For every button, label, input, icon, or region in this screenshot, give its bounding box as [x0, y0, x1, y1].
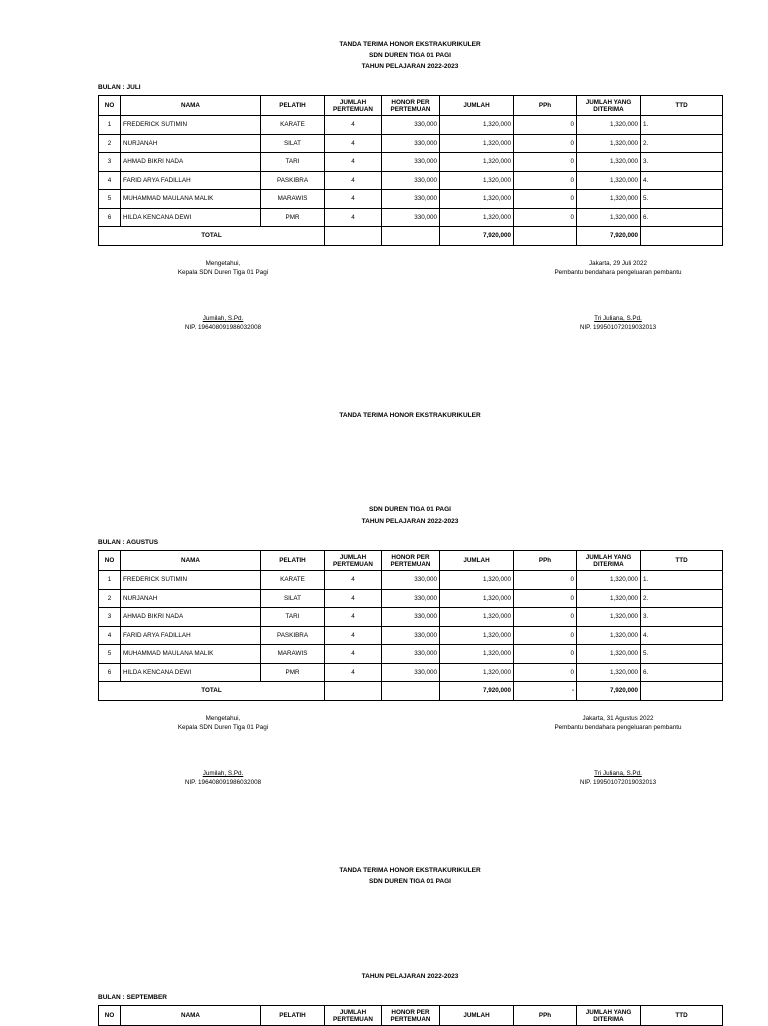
cell-ttd: 6.: [641, 208, 723, 227]
bulan-label: BULAN : JULI: [98, 84, 141, 91]
cell-pelatih: SILAT: [261, 134, 325, 153]
cell-pph: 0: [514, 626, 577, 645]
cell-pph: 0: [514, 571, 577, 590]
cell-honor: 330,000: [382, 589, 440, 608]
cell-diterima: 1,320,000: [577, 208, 641, 227]
total-diterima: 7,920,000: [577, 227, 641, 246]
sign-date: Jakarta, 29 Juli 2022: [588, 260, 648, 267]
cell-ttd: 6.: [641, 663, 723, 682]
table-row: [99, 208, 723, 227]
cell-ttd: 3.: [641, 153, 723, 172]
cell-pertemuan: 4: [325, 645, 382, 664]
cell-no: 5: [99, 645, 121, 664]
cell-pelatih: MARAWIS: [261, 645, 325, 664]
table-header: [99, 1006, 723, 1026]
cell-pelatih: TARI: [261, 608, 325, 627]
doc-title: TANDA TERIMA HONOR EKSTRAKURIKULER: [339, 412, 481, 419]
cell-diterima: 1,320,000: [577, 626, 641, 645]
empty-cell: [641, 682, 723, 701]
cell-honor: 330,000: [382, 608, 440, 627]
cell-nama: HILDA KENCANA DEWI: [121, 663, 261, 682]
signature-right: [520, 259, 716, 332]
cell-pertemuan: 4: [325, 134, 382, 153]
cell-ttd: 1.: [641, 116, 723, 135]
table-row: [99, 116, 723, 135]
table-row: [99, 171, 723, 190]
cell-pelatih: PMR: [261, 663, 325, 682]
total-pph: -: [514, 682, 577, 701]
cell-diterima: 1,320,000: [577, 153, 641, 172]
cell-nama: NURJANAH: [121, 134, 261, 153]
cell-pelatih: PMR: [261, 208, 325, 227]
col-header: HONOR PER PERTEMUAN: [382, 551, 440, 571]
cell-pelatih: PASKIBRA: [261, 171, 325, 190]
cell-ttd: 5.: [641, 190, 723, 209]
honor-table: [98, 95, 723, 246]
col-header: JUMLAH PERTEMUAN: [325, 551, 382, 571]
cell-nama: MUHAMMAD MAULANA MALIK: [121, 190, 261, 209]
cell-pertemuan: 4: [325, 571, 382, 590]
cell-pph: 0: [514, 171, 577, 190]
cell-pph: 0: [514, 153, 577, 172]
cell-pph: 0: [514, 190, 577, 209]
cell-nama: MUHAMMAD MAULANA MALIK: [121, 645, 261, 664]
school-name: SDN DUREN TIGA 01 PAGI: [369, 506, 451, 513]
cell-diterima: 1,320,000: [577, 571, 641, 590]
cell-no: 6: [99, 208, 121, 227]
doc-title: TANDA TERIMA HONOR EKSTRAKURIKULER: [339, 41, 481, 48]
cell-no: 4: [99, 171, 121, 190]
table-row: [99, 589, 723, 608]
cell-pph: 0: [514, 116, 577, 135]
kepala-name: Jumilah, S.Pd.: [202, 770, 244, 777]
table-header: [99, 96, 723, 116]
honor-table: [98, 550, 723, 701]
cell-nama: FARID ARYA FADILLAH: [121, 171, 261, 190]
kepala-title: Kepala SDN Duren Tiga 01 Pagi: [177, 269, 269, 276]
cell-honor: 330,000: [382, 153, 440, 172]
cell-nama: AHMAD BIKRI NADA: [121, 608, 261, 627]
signature-right: [520, 714, 716, 787]
cell-diterima: 1,320,000: [577, 190, 641, 209]
cell-pelatih: KARATE: [261, 571, 325, 590]
cell-pph: 0: [514, 589, 577, 608]
cell-jumlah: 1,320,000: [440, 608, 514, 627]
cell-pph: 0: [514, 663, 577, 682]
col-header: HONOR PER PERTEMUAN: [382, 96, 440, 116]
cell-diterima: 1,320,000: [577, 589, 641, 608]
kepala-nip: NIP. 196408091986032008: [184, 324, 262, 331]
table-row: [99, 571, 723, 590]
cell-no: 2: [99, 589, 121, 608]
cell-ttd: 1.: [641, 571, 723, 590]
cell-ttd: 4.: [641, 626, 723, 645]
col-header: PPh: [514, 96, 577, 116]
bendahara-name: Tri Juliana, S.Pd.: [594, 315, 642, 322]
empty-cell: [382, 227, 440, 246]
cell-pph: 0: [514, 208, 577, 227]
kepala-nip: NIP. 196408091986032008: [184, 779, 262, 786]
bendahara-nip: NIP. 199501072019032013: [579, 779, 657, 786]
kepala-name: Jumilah, S.Pd.: [202, 315, 244, 322]
cell-pertemuan: 4: [325, 153, 382, 172]
kepala-title: Kepala SDN Duren Tiga 01 Pagi: [177, 724, 269, 731]
cell-honor: 330,000: [382, 116, 440, 135]
school-year: TAHUN PELAJARAN 2022-2023: [361, 973, 459, 980]
cell-pertemuan: 4: [325, 589, 382, 608]
cell-pelatih: KARATE: [261, 116, 325, 135]
total-pph: [514, 227, 577, 246]
cell-no: 5: [99, 190, 121, 209]
col-header: TTD: [641, 551, 723, 571]
cell-no: 3: [99, 153, 121, 172]
col-header: TTD: [641, 1006, 723, 1026]
cell-pertemuan: 4: [325, 608, 382, 627]
col-header: JUMLAH: [440, 96, 514, 116]
col-header: NO: [99, 551, 121, 571]
cell-jumlah: 1,320,000: [440, 589, 514, 608]
bulan-label: BULAN : AGUSTUS: [98, 539, 159, 546]
table-row: [99, 608, 723, 627]
bulan-label: BULAN : SEPTEMBER: [98, 994, 167, 1001]
bendahara-nip: NIP. 199501072019032013: [579, 324, 657, 331]
cell-ttd: 2.: [641, 134, 723, 153]
col-header: PPh: [514, 1006, 577, 1026]
cell-jumlah: 1,320,000: [440, 208, 514, 227]
school-name: SDN DUREN TIGA 01 PAGI: [369, 52, 451, 59]
bendahara-name: Tri Juliana, S.Pd.: [594, 770, 642, 777]
cell-honor: 330,000: [382, 171, 440, 190]
cell-honor: 330,000: [382, 645, 440, 664]
school-year: TAHUN PELAJARAN 2022-2023: [361, 63, 459, 70]
cell-pertemuan: 4: [325, 208, 382, 227]
bendahara-title: Pembantu bendahara pengeluaran pembantu: [554, 269, 682, 276]
col-header: NO: [99, 96, 121, 116]
cell-nama: AHMAD BIKRI NADA: [121, 153, 261, 172]
col-header: PELATIH: [261, 551, 325, 571]
cell-nama: FREDERICK SUTIMIN: [121, 571, 261, 590]
cell-honor: 330,000: [382, 663, 440, 682]
cell-honor: 330,000: [382, 208, 440, 227]
cell-pertemuan: 4: [325, 116, 382, 135]
cell-jumlah: 1,320,000: [440, 663, 514, 682]
table-row: [99, 190, 723, 209]
cell-jumlah: 1,320,000: [440, 190, 514, 209]
cell-jumlah: 1,320,000: [440, 134, 514, 153]
col-header: JUMLAH: [440, 551, 514, 571]
empty-cell: [382, 682, 440, 701]
cell-pph: 0: [514, 608, 577, 627]
cell-pertemuan: 4: [325, 171, 382, 190]
col-header: PPh: [514, 551, 577, 571]
empty-cell: [641, 227, 723, 246]
cell-no: 6: [99, 663, 121, 682]
col-header: HONOR PER PERTEMUAN: [382, 1006, 440, 1026]
cell-pph: 0: [514, 645, 577, 664]
cell-honor: 330,000: [382, 190, 440, 209]
col-header: NAMA: [121, 551, 261, 571]
col-header: JUMLAH PERTEMUAN: [325, 96, 382, 116]
cell-pph: 0: [514, 134, 577, 153]
cell-no: 4: [99, 626, 121, 645]
cell-honor: 330,000: [382, 571, 440, 590]
cell-honor: 330,000: [382, 626, 440, 645]
cell-pelatih: TARI: [261, 153, 325, 172]
cell-pelatih: SILAT: [261, 589, 325, 608]
total-jumlah: 7,920,000: [440, 682, 514, 701]
cell-no: 1: [99, 571, 121, 590]
cell-ttd: 2.: [641, 589, 723, 608]
cell-jumlah: 1,320,000: [440, 626, 514, 645]
cell-jumlah: 1,320,000: [440, 571, 514, 590]
col-header: JUMLAH YANG DITERIMA: [577, 96, 641, 116]
cell-jumlah: 1,320,000: [440, 153, 514, 172]
cell-jumlah: 1,320,000: [440, 171, 514, 190]
honor-table: [98, 1005, 723, 1026]
table-row: [99, 663, 723, 682]
total-row: [99, 227, 723, 246]
cell-diterima: 1,320,000: [577, 608, 641, 627]
cell-no: 3: [99, 608, 121, 627]
cell-ttd: 5.: [641, 645, 723, 664]
cell-ttd: 3.: [641, 608, 723, 627]
cell-honor: 330,000: [382, 134, 440, 153]
cell-diterima: 1,320,000: [577, 663, 641, 682]
school-name: SDN DUREN TIGA 01 PAGI: [369, 878, 451, 885]
total-label: TOTAL: [99, 227, 325, 246]
col-header: PELATIH: [261, 96, 325, 116]
table-row: [99, 626, 723, 645]
cell-nama: FREDERICK SUTIMIN: [121, 116, 261, 135]
col-header: NAMA: [121, 1006, 261, 1026]
col-header: JUMLAH YANG DITERIMA: [577, 551, 641, 571]
total-row: [99, 682, 723, 701]
cell-diterima: 1,320,000: [577, 645, 641, 664]
signature-left: [120, 259, 326, 332]
total-label: TOTAL: [99, 682, 325, 701]
mengetahui-label: Mengetahui,: [205, 715, 241, 722]
table-header: [99, 551, 723, 571]
cell-no: 2: [99, 134, 121, 153]
col-header: NAMA: [121, 96, 261, 116]
cell-nama: NURJANAH: [121, 589, 261, 608]
cell-jumlah: 1,320,000: [440, 645, 514, 664]
sign-date: Jakarta, 31 Agustus 2022: [582, 715, 654, 722]
cell-no: 1: [99, 116, 121, 135]
signature-left: [120, 714, 326, 787]
total-diterima: 7,920,000: [577, 682, 641, 701]
cell-pelatih: PASKIBRA: [261, 626, 325, 645]
doc-title: TANDA TERIMA HONOR EKSTRAKURIKULER: [339, 867, 481, 874]
table-row: [99, 134, 723, 153]
cell-diterima: 1,320,000: [577, 134, 641, 153]
table-row: [99, 645, 723, 664]
cell-nama: HILDA KENCANA DEWI: [121, 208, 261, 227]
cell-jumlah: 1,320,000: [440, 116, 514, 135]
cell-ttd: 4.: [641, 171, 723, 190]
mengetahui-label: Mengetahui,: [205, 260, 241, 267]
col-header: NO: [99, 1006, 121, 1026]
cell-pertemuan: 4: [325, 190, 382, 209]
cell-pertemuan: 4: [325, 626, 382, 645]
col-header: PELATIH: [261, 1006, 325, 1026]
col-header: JUMLAH PERTEMUAN: [325, 1006, 382, 1026]
empty-cell: [325, 682, 382, 701]
col-header: JUMLAH YANG DITERIMA: [577, 1006, 641, 1026]
col-header: JUMLAH: [440, 1006, 514, 1026]
school-year: TAHUN PELAJARAN 2022-2023: [361, 518, 459, 525]
cell-diterima: 1,320,000: [577, 116, 641, 135]
cell-pelatih: MARAWIS: [261, 190, 325, 209]
total-jumlah: 7,920,000: [440, 227, 514, 246]
cell-pertemuan: 4: [325, 663, 382, 682]
bendahara-title: Pembantu bendahara pengeluaran pembantu: [554, 724, 682, 731]
table-row: [99, 153, 723, 172]
empty-cell: [325, 227, 382, 246]
cell-diterima: 1,320,000: [577, 171, 641, 190]
col-header: TTD: [641, 96, 723, 116]
cell-nama: FARID ARYA FADILLAH: [121, 626, 261, 645]
